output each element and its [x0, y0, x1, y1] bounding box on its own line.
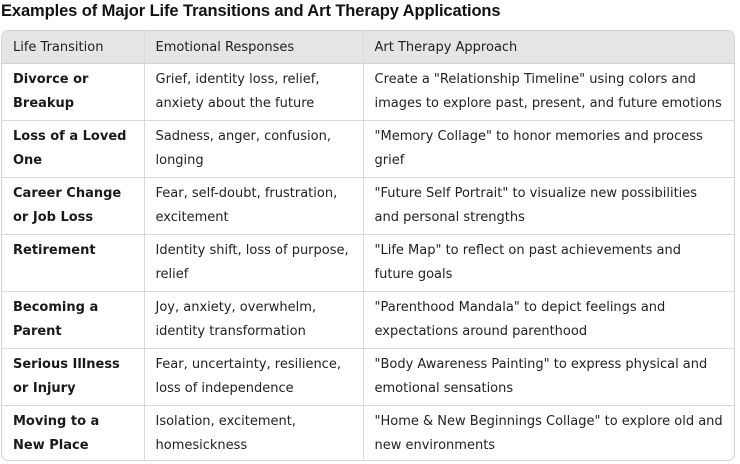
cell-transition: Divorce or Breakup — [13, 72, 89, 111]
table-row — [2, 121, 734, 178]
table-row — [2, 178, 734, 235]
cell-approach: "Life Map" to reflect on past achievements and future goals — [363, 235, 734, 292]
table-row — [2, 235, 734, 292]
cell-emotions: Joy, anxiety, overwhelm, identity transformation — [144, 292, 363, 349]
cell-transition: Moving to a New Place — [2, 406, 144, 462]
table-row — [2, 64, 734, 121]
cell-approach: Create a "Relationship Timeline" using colors and images to explore past, present, and future emotions — [363, 64, 734, 121]
cell-approach: "Body Awareness Painting" to express physical and emotional sensations — [363, 349, 734, 406]
transitions-table-container — [1, 30, 735, 461]
page-title: Examples of Major Life Transitions and Art Therapy Applications — [1, 2, 501, 20]
transitions-table — [2, 31, 734, 461]
table-row — [2, 349, 734, 406]
cell-approach: "Future Self Portrait" to visualize new possibilities and personal strengths — [363, 178, 734, 235]
cell-emotions: Identity shift, loss of purpose, relief — [144, 235, 363, 292]
cell-transition: Retirement — [2, 235, 144, 292]
cell-transition: Serious Illness or Injury — [2, 349, 144, 406]
table-row — [2, 292, 734, 349]
table-header-row — [2, 31, 734, 64]
cell-emotions: Fear, uncertainty, resilience, loss of independence — [144, 349, 363, 406]
cell-transition: Becoming a Parent — [2, 292, 144, 349]
header-art-therapy-approach: Art Therapy Approach — [363, 31, 734, 64]
cell-emotions: Sadness, anger, confusion, longing — [144, 121, 363, 178]
cell-emotions: Grief, identity loss, relief, anxiety about the future — [144, 64, 363, 121]
header-emotional-responses: Emotional Responses — [144, 31, 363, 64]
cell-approach: "Memory Collage" to honor memories and process grief — [363, 121, 734, 178]
header-life-transition: Life Transition — [2, 31, 144, 64]
cell-transition: Loss of a Loved One — [2, 121, 144, 178]
cell-transition: Career Change or Job Loss — [2, 178, 144, 235]
table-row — [2, 406, 734, 462]
cell-emotions: Fear, self-doubt, frustration, excitement — [144, 178, 363, 235]
cell-emotions: Isolation, excitement, homesickness — [144, 406, 363, 462]
cell-approach: "Home & New Beginnings Collage" to explore old and new environments — [363, 406, 734, 462]
cell-approach: "Parenthood Mandala" to depict feelings and expectations around parenthood — [363, 292, 734, 349]
